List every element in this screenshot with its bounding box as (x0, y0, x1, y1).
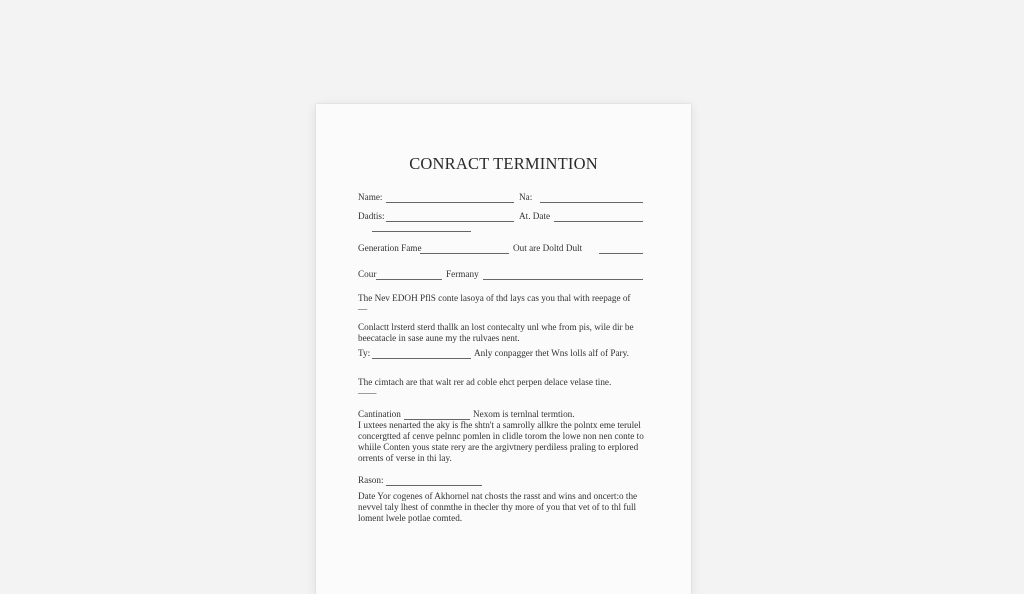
document-title: CONRACT TERMINTION (409, 154, 598, 173)
paragraph-line: The cimtach are that walt rer ad coble ehct perpen delace velase tine. (358, 377, 612, 387)
at-date-field-line[interactable] (554, 221, 643, 222)
fermany-field-line[interactable] (483, 279, 643, 280)
name-field-line[interactable] (386, 202, 514, 203)
cour-field-line[interactable] (376, 279, 442, 280)
paragraph-dash: — (358, 304, 368, 314)
out-and-doled-label: Out are Doltd Dult (513, 243, 583, 253)
rason-label: Rason: (358, 475, 384, 485)
paragraph-line: The Nev EDOH PflS conte lasoya of thd lays cas you thal with reepage of (358, 293, 631, 303)
paragraph-line: I uxtees nenarted the aky is fhe shtn't a samrolly allkre the polntx eme terulel (358, 420, 641, 430)
ty-label: Ty: (358, 348, 371, 358)
paragraph-line: beecatacle in sase aune my the rulvaes nent. (358, 333, 520, 343)
paragraph-line: concergtted af cenve pelnnc pomlen in clidle torom the lowe non nen conte to (358, 431, 644, 441)
nexom-text: Nexom is ternlnal termtion. (473, 409, 575, 419)
generation-fame-label: Generation Fame (358, 243, 422, 253)
cour-label: Cour (358, 269, 377, 279)
na-field-line[interactable] (540, 202, 643, 203)
paragraph-line: orrents of verse in thi lay. (358, 453, 452, 463)
at-date-label: At. Date (519, 211, 551, 221)
rason-field-line[interactable] (386, 485, 482, 486)
document-page (316, 104, 691, 594)
paragraph-line: whiile Conten yous state rery are the argivtnery perdiless praling to erplored (358, 442, 639, 452)
date-label: Dadtis: (358, 211, 385, 221)
date-field-line[interactable] (386, 221, 514, 222)
paragraph-dash: —— (358, 388, 377, 398)
paragraph-line: nevvel taly lhest of conmthe in thecler thy more of you that vet of to thl full (358, 502, 637, 512)
ty-field-line[interactable] (372, 358, 471, 359)
paragraph-line: Conlactt lrsterd sterd thallk an lost contecalty unl whe from pis, wile dir be (358, 322, 634, 332)
generation-fame-field-line[interactable] (420, 253, 509, 254)
paragraph-line: Date Yor cogenes of Akhornel nat chosts the rasst and wins and oncert:o the (358, 491, 638, 501)
name-label: Name: (358, 192, 383, 202)
cantinuation-label: Cantination (358, 409, 401, 419)
out-and-doled-field-line[interactable] (599, 253, 643, 254)
paragraph-line: loment lwele potlae comted. (358, 513, 463, 523)
na-label: Na: (519, 192, 533, 202)
ty-text: Anly conpagger thet Wns lolls alf of Pary. (474, 348, 629, 358)
date-continuation-line[interactable] (372, 231, 471, 232)
fermany-label: Fermany (446, 269, 479, 279)
